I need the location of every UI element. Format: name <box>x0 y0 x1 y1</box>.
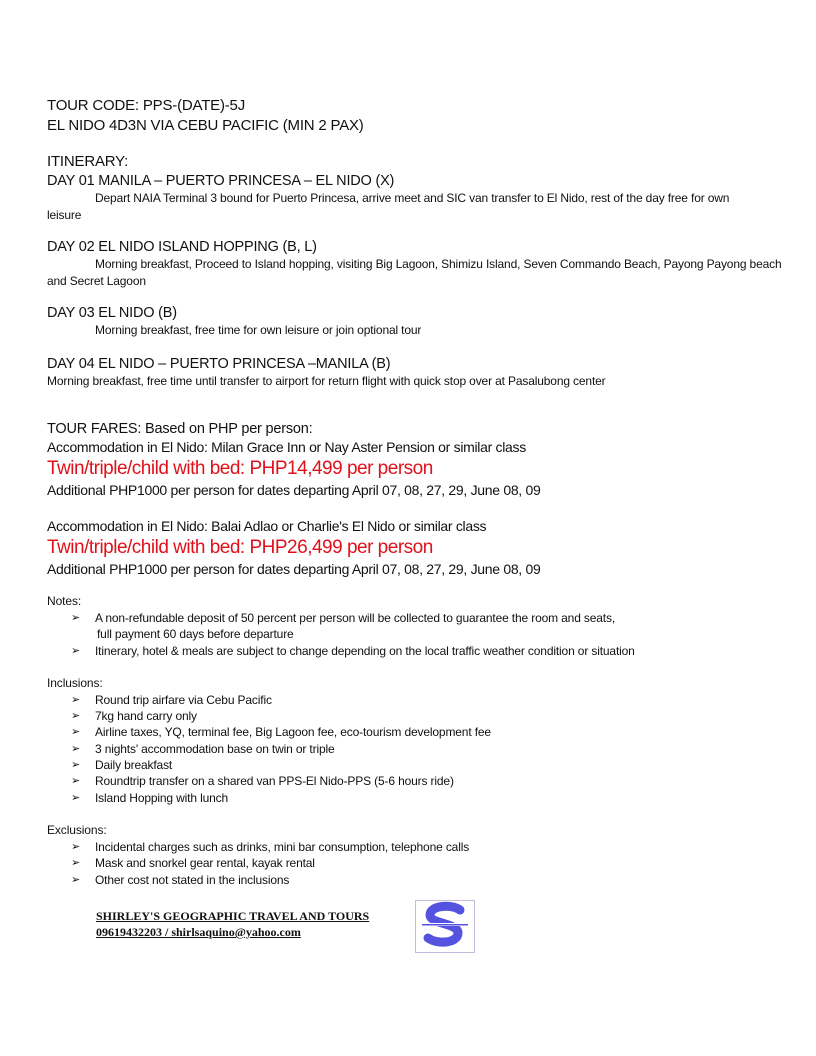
fare-option-2 <box>47 517 807 579</box>
list-item-text: Other cost not stated in the inclusions <box>95 872 290 887</box>
notes-list <box>47 610 807 659</box>
arrow-bullet-icon: ➢ <box>71 693 81 706</box>
arrow-bullet-icon: ➢ <box>71 873 81 886</box>
list-item-text: Roundtrip transfer on a shared van PPS-El Nido-PPS (5-6 hours ride) <box>95 774 454 789</box>
itinerary-day-3 <box>47 304 807 339</box>
list-item <box>71 839 807 855</box>
itinerary-day-4 <box>47 355 807 390</box>
inclusions-list <box>47 692 807 806</box>
day-description <box>47 190 807 207</box>
tour-code: TOUR CODE: PPS-(DATE)-5J <box>47 97 245 114</box>
day-description-continued <box>47 273 807 290</box>
arrow-bullet-icon: ➢ <box>71 726 81 739</box>
list-item-text: Mask and snorkel gear rental, kayak rental <box>95 856 315 871</box>
company-footer <box>96 908 369 940</box>
list-item-text: 3 nights' accommodation base on twin or triple <box>95 741 335 756</box>
tour-name: EL NIDO 4D3N VIA CEBU PACIFIC (MIN 2 PAX) <box>47 117 364 134</box>
day-description <box>47 373 807 390</box>
arrow-bullet-icon: ➢ <box>71 612 81 624</box>
accommodation-line: Accommodation in El Nido: Balai Adlao or Charlie's El Nido or similar class <box>47 518 487 534</box>
day-description-continued <box>47 207 807 224</box>
price-line: Twin/triple/child with bed: PHP14,499 per person <box>47 458 433 479</box>
list-item-text: Island Hopping with lunch <box>95 790 229 805</box>
day-description-line: leisure <box>47 208 82 222</box>
tour-fares <box>47 420 807 579</box>
list-item-text: Round trip airfare via Cebu Pacific <box>95 692 272 707</box>
day-title: DAY 02 EL NIDO ISLAND HOPPING (B, L) <box>47 239 317 255</box>
additional-fee-line: Additional PHP1000 per person for dates departing April 07, 08, 27, 29, June 08, 09 <box>47 482 541 498</box>
additional-fee-line: Additional PHP1000 per person for dates departing April 07, 08, 27, 29, June 08, 09 <box>47 561 541 577</box>
day-description-line: and Secret Lagoon <box>47 274 146 288</box>
inclusions-section <box>47 675 807 806</box>
list-item-text: Airline taxes, YQ, terminal fee, Big Lagoon fee, eco-tourism development fee <box>95 725 491 740</box>
day-title: DAY 04 EL NIDO – PUERTO PRINCESA –MANILA (B) <box>47 356 391 372</box>
exclusions-section <box>47 822 807 888</box>
arrow-bullet-icon: ➢ <box>71 857 81 870</box>
exclusions-list <box>47 839 807 888</box>
arrow-bullet-icon: ➢ <box>71 791 81 804</box>
list-item <box>71 741 807 757</box>
day-description <box>47 322 807 339</box>
list-item-text: A non-refundable deposit of 50 percent per person will be collected to guarantee the room and seats, <box>95 611 616 625</box>
day-description <box>47 256 807 273</box>
arrow-bullet-icon: ➢ <box>71 775 81 788</box>
notes-section <box>47 593 807 659</box>
day-title: DAY 01 MANILA – PUERTO PRINCESA – EL NIDO (X) <box>47 173 395 189</box>
itinerary-day-1 <box>47 172 807 224</box>
company-name: SHIRLEY'S GEOGRAPHIC TRAVEL AND TOURS <box>96 909 370 923</box>
list-item-text: Itinerary, hotel & meals are subject to change depending on the local traffic weather condition or situation <box>95 643 635 658</box>
company-contact: 09619432203 / shirlsaquino@yahoo.com <box>96 925 301 939</box>
arrow-bullet-icon: ➢ <box>71 742 81 755</box>
list-item <box>71 773 807 789</box>
arrow-bullet-icon: ➢ <box>71 759 81 772</box>
list-item-text: 7kg hand carry only <box>95 709 197 724</box>
list-item-text: Daily breakfast <box>95 758 173 773</box>
day-description-line: Depart NAIA Terminal 3 bound for Puerto Princesa, arrive meet and SIC van transfer to El Nido, rest of the day free for own <box>95 191 730 205</box>
day-description-line: Morning breakfast, Proceed to Island hopping, visiting Big Lagoon, Shimizu Island, Seven Commando Beach, Payong Payong beach <box>95 257 782 271</box>
tour-document <box>47 96 807 888</box>
exclusions-label: Exclusions: <box>47 822 107 837</box>
inclusions-label: Inclusions: <box>47 675 103 690</box>
day-description-line: Morning breakfast, free time until transfer to airport for return flight with quick stop over at Pasalubong center <box>47 374 606 388</box>
list-item-text-continued: full payment 60 days before departure <box>97 627 294 642</box>
arrow-bullet-icon: ➢ <box>71 644 81 657</box>
fare-option-1 <box>47 438 807 500</box>
itinerary-label: ITINERARY: <box>47 153 129 170</box>
list-item <box>71 757 807 773</box>
list-item <box>71 724 807 740</box>
list-item-text: Incidental charges such as drinks, mini bar consumption, telephone calls <box>95 839 470 854</box>
arrow-bullet-icon: ➢ <box>71 710 81 723</box>
arrow-bullet-icon: ➢ <box>71 840 81 853</box>
list-item <box>71 692 807 708</box>
notes-label: Notes: <box>47 594 82 608</box>
list-item <box>71 872 807 888</box>
s-logo-graphic <box>416 901 474 952</box>
list-item <box>71 708 807 724</box>
day-description-line: Morning breakfast, free time for own leisure or join optional tour <box>95 323 422 337</box>
accommodation-line: Accommodation in El Nido: Milan Grace Inn or Nay Aster Pension or similar class <box>47 439 526 455</box>
s-logo-icon <box>415 900 475 953</box>
itinerary-day-2 <box>47 238 807 290</box>
fares-label: TOUR FARES: Based on PHP per person: <box>47 421 313 437</box>
list-item <box>71 643 807 659</box>
price-line: Twin/triple/child with bed: PHP26,499 per person <box>47 537 433 558</box>
list-item <box>71 790 807 806</box>
list-item <box>71 610 807 643</box>
list-item <box>71 855 807 871</box>
day-title: DAY 03 EL NIDO (B) <box>47 305 177 321</box>
